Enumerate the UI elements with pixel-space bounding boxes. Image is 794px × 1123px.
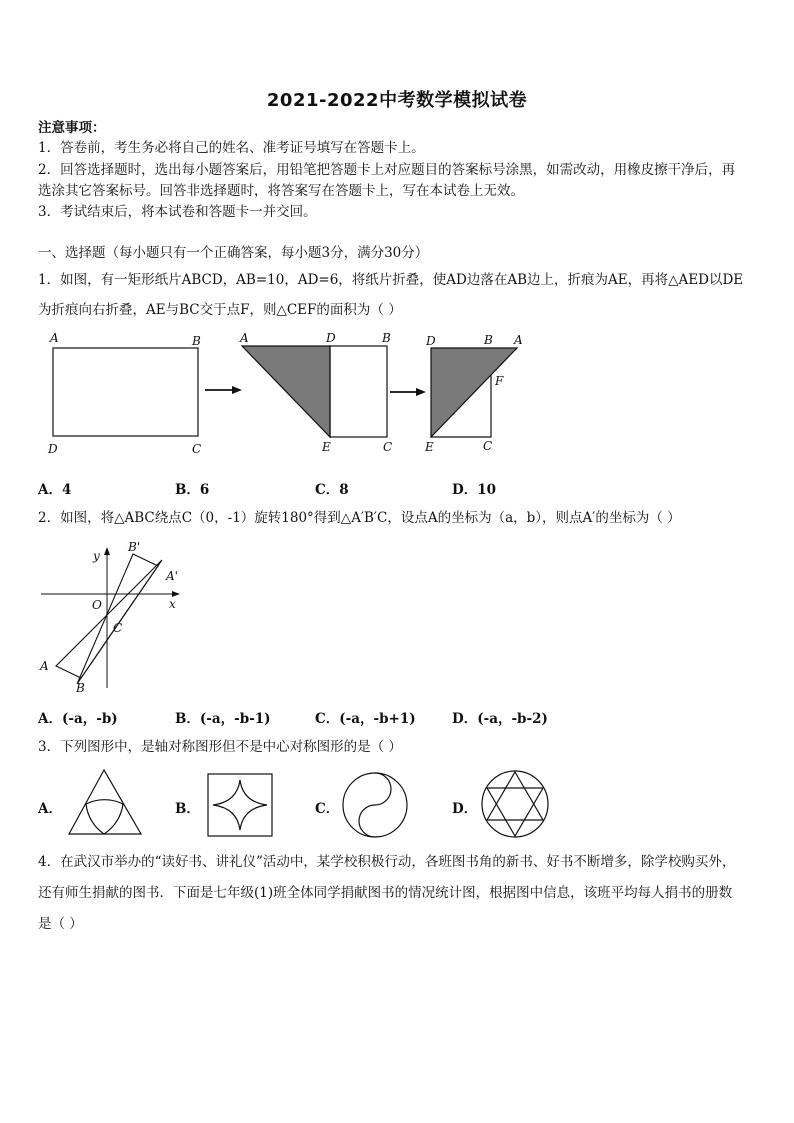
point-label: D	[326, 331, 336, 345]
notice-item: 选涂其它答案标号。回答非选择题时，将答案写在答题卡上，写在本试卷上无效。	[38, 183, 524, 199]
point-label: D	[48, 442, 58, 456]
point-label: C	[383, 440, 393, 454]
question-4-text: 4．在武汉市举办的“读好书、讲礼仪”活动中，某学校积极行动，各班图书角的新书、好书不断增多，除学校购买外，	[38, 854, 736, 870]
folded-triangle	[431, 348, 517, 437]
point-label: C	[192, 442, 202, 456]
point-label: B'	[128, 540, 141, 554]
yin-yang-figure	[340, 770, 410, 840]
option-a: A．4	[38, 482, 72, 498]
axis-label: y	[93, 549, 100, 563]
question-4-text: 是（ ）	[38, 916, 83, 932]
point-label: F	[495, 374, 504, 388]
question-4-text: 还有师生捐献的图书．下面是七年级(1)班全体同学捐献图书的情况统计图，根据图中信息，该班平均每人捐书的册数	[38, 885, 733, 901]
axis-label: x	[169, 597, 176, 611]
square-star-figure	[205, 772, 275, 838]
page-title: 2021-2022中考数学模拟试卷	[266, 90, 528, 111]
section-heading: 一、选择题（每小题只有一个正确答案，每小题3分，满分30分）	[38, 245, 429, 261]
option-b: B．(-a，-b-1)	[175, 711, 271, 727]
point-label: C	[483, 439, 493, 453]
notice-item: 3．考试结束后，将本试卷和答题卡一并交回。	[38, 204, 317, 220]
option-a: A．	[38, 801, 62, 817]
point-label: B	[382, 331, 391, 345]
option-d: D．(-a，-b-2)	[452, 711, 548, 727]
option-a: A．(-a，-b)	[38, 711, 118, 727]
option-c: C．8	[315, 482, 349, 498]
folded-triangle	[242, 346, 330, 437]
option-c: C．(-a，-b+1)	[315, 711, 416, 727]
triangle-apbpc	[77, 554, 158, 684]
notice-item: 2．回答选择题时，选出每小题答案后，用铅笔把答题卡上对应题目的答案标号涂黑，如需改动，用橡皮擦干净后，再	[38, 162, 736, 178]
point-label: A'	[166, 569, 178, 583]
arrow-head-icon	[232, 386, 242, 394]
question-2-figure	[38, 538, 188, 700]
point-label: E	[425, 440, 434, 454]
triangle-abc	[56, 560, 162, 678]
question-3-text: 3．下列图形中，是轴对称图形但不是中心对称图形的是（ ）	[38, 739, 402, 755]
option-b: B．6	[175, 482, 210, 498]
y-axis-arrow-icon	[104, 547, 110, 555]
question-1-figure	[40, 328, 540, 458]
point-label: B	[192, 334, 201, 348]
notice-item: 1．答卷前，考生务必将自己的姓名、准考证号填写在答题卡上。	[38, 140, 425, 156]
point-label: B	[484, 333, 493, 347]
point-label: D	[426, 334, 436, 348]
question-1-text: 为折痕向右折叠，AE与BC交于点F，则△CEF的面积为（ ）	[38, 302, 402, 318]
point-label: B	[76, 681, 85, 695]
option-b: B．	[175, 801, 200, 817]
point-label: A	[514, 333, 523, 347]
question-1-text: 1．如图，有一矩形纸片ABCD，AB=10，AD=6，将纸片折叠，使AD边落在AB边上，折痕为AE，再将△AED以DE	[38, 272, 744, 288]
point-label: A	[50, 331, 59, 345]
rectangle-shape	[330, 346, 387, 437]
arrow-head-icon	[416, 388, 426, 396]
reuleaux-triangle-figure	[66, 768, 146, 838]
rectangle-shape	[53, 348, 198, 436]
point-label: C	[113, 621, 123, 635]
question-2-text: 2．如图，将△ABC绕点C（0，-1）旋转180°得到△A′B′C，设点A的坐标为（a，b），则点A′的坐标为（ ）	[38, 510, 681, 526]
notice-heading: 注意事项：	[38, 120, 106, 136]
option-d: D．	[452, 801, 478, 817]
point-label: A	[40, 659, 49, 673]
option-d: D．10	[452, 482, 496, 498]
point-label: A	[240, 331, 249, 345]
point-label: O	[92, 598, 102, 612]
circle-hexagram-figure	[478, 768, 552, 840]
option-c: C．	[315, 801, 340, 817]
point-label: E	[322, 440, 331, 454]
